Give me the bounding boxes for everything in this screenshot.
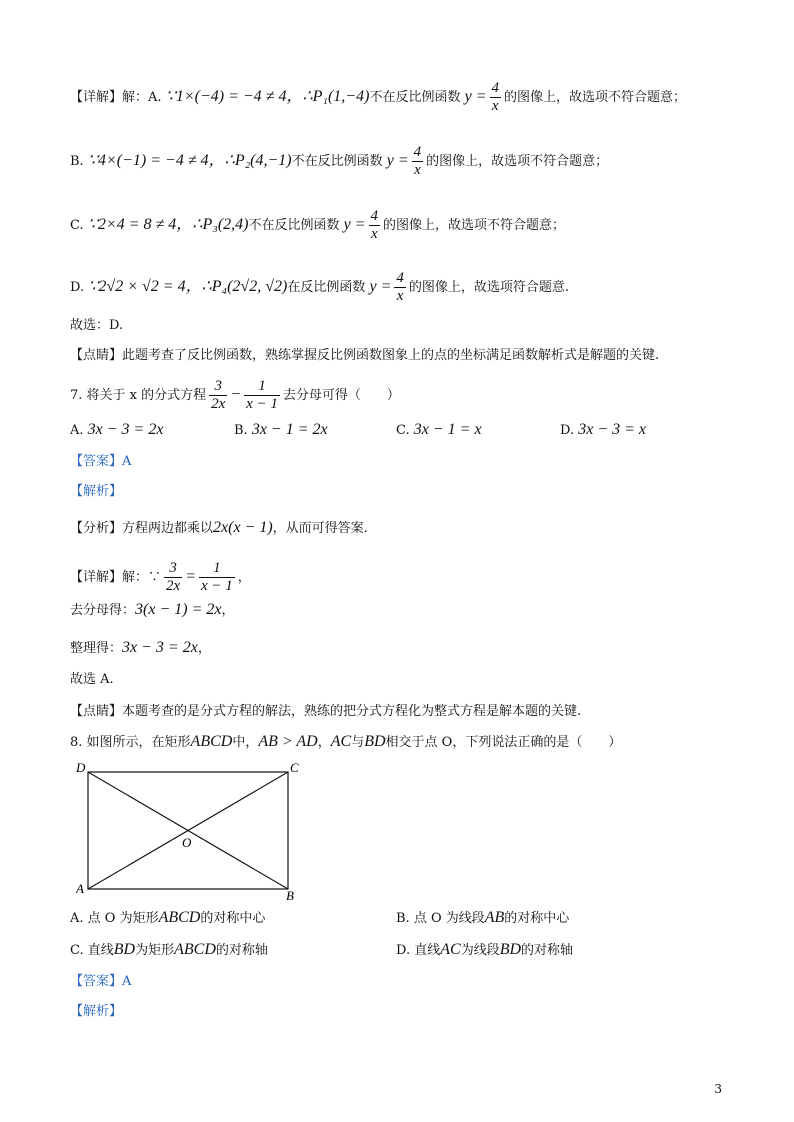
q6-b-tail: 的图像上，故选项不符合题意；	[426, 154, 609, 169]
rectangle-diagram	[76, 760, 306, 905]
q6-b-text: 不在反比例函数	[291, 154, 383, 169]
q6-a-prefix: 【详解】解：A.	[70, 90, 166, 105]
q6-b-math: ∵4×(−1) = −4 ≠ 4，∴P₂(4,−1)	[87, 152, 292, 169]
q6-d-text: 在反比例函数	[287, 280, 366, 295]
q7-step1: 去分母得：3(x − 1) = 2x，	[70, 601, 235, 618]
vertex-label-c: C	[290, 760, 299, 775]
q6-comment: 【点睛】此题考查了反比例函数，熟练掌握反比例函数图象上的点的坐标满足函数解析式是解题的关键.	[70, 348, 660, 363]
q7-choice: 故选 A.	[70, 672, 114, 687]
q6-d-math: ∵2√2 × √2 = 4，∴P₄(2√2, √2)	[88, 278, 288, 295]
q7-stem	[70, 378, 400, 413]
q8-option-a: A. 点 O 为矩形ABCD的对称中心	[70, 909, 266, 926]
func-y: y =	[464, 88, 487, 105]
q8-stem: 8. 如图所示，在矩形ABCD中，AB > AD，AC与BD相交于点 O，下列说法正确的是（ ）	[70, 733, 622, 750]
q6-b-prefix: B.	[70, 154, 88, 169]
q6-line-a	[70, 80, 686, 115]
q8-answer: 【答案】A	[70, 974, 132, 989]
q7-detail-fraction-1: $\frac{3}{2x}$	[166, 560, 181, 594]
func-fraction: $\frac{4}{x}$	[491, 80, 499, 114]
q6-choice: 故选：D.	[70, 318, 124, 333]
q6-c-prefix: C.	[70, 218, 88, 233]
q7-fraction-2: $\frac{1}{x - 1}$	[246, 378, 278, 412]
q7-option-a: A. 3x − 3 = 2x	[70, 421, 164, 438]
q7-minus: −	[230, 386, 242, 403]
q7-option-b: B. 3x − 1 = 2x	[234, 421, 328, 438]
func-fraction: $\frac{4}{x}$	[370, 208, 379, 242]
page-number: 3	[714, 1082, 722, 1096]
vertex-label-a: A	[76, 881, 84, 896]
q7-option-d: D. 3x − 3 = x	[560, 421, 647, 438]
q6-line-b	[70, 144, 608, 179]
q6-a-math: ∵1×(−4) = −4 ≠ 4，∴P₁(1,−4)	[165, 88, 370, 105]
q8-option-b: B. 点 O 为线段AB的对称中心	[396, 909, 570, 926]
func-fraction: $\frac{4}{x}$	[396, 270, 404, 304]
q7-fenxi-math: 2x(x − 1)	[213, 519, 273, 536]
q7-detail: 【详解】解：∵ $\frac{3}{2x}$ = $\frac{1}{x - 1}$ ，	[70, 560, 251, 594]
q6-line-c	[70, 208, 565, 243]
vertex-label-b: B	[286, 888, 294, 903]
q6-c-tail: 的图像上，故选项不符合题意；	[383, 218, 566, 233]
q7-stem-b: 去分母可得（ ）	[282, 388, 400, 403]
q7-stem-a: 7. 将关于 x 的分式方程	[70, 388, 207, 403]
q7-fraction-1: $\frac{3}{2x}$	[211, 378, 226, 412]
q7-option-c: C. 3x − 1 = x	[396, 421, 482, 438]
q8-analysis-heading: 【解析】	[70, 1004, 123, 1019]
q6-a-tail: 的图像上，故选项不符合题意；	[504, 90, 687, 105]
center-label-o: O	[182, 835, 192, 850]
q7-comment: 【点睛】本题考查的是分式方程的解法，熟练的把分式方程化为整式方程是解本题的关键.	[70, 704, 582, 719]
q6-c-text: 不在反比例函数	[248, 218, 340, 233]
q6-d-tail: 的图像上，故选项符合题意.	[408, 280, 570, 295]
func-y: y =	[343, 216, 366, 233]
q6-d-prefix: D.	[70, 280, 89, 295]
q8-option-d: D. 直线AC为线段BD的对称轴	[396, 941, 574, 958]
q7-answer: 【答案】A	[70, 454, 132, 469]
q6-a-text: 不在反比例函数	[369, 90, 461, 105]
q6-c-math: ∵2×4 = 8 ≠ 4，∴P₃(2,4)	[87, 216, 249, 233]
q7-detail-fraction-2: $\frac{1}{x - 1}$	[200, 560, 233, 594]
func-y: y =	[386, 152, 409, 169]
q7-fenxi: 【分析】方程两边都乘以2x(x − 1)，从而可得答案.	[70, 519, 368, 536]
q8-option-c: C. 直线BD为矩形ABCD的对称轴	[70, 941, 268, 958]
func-y: y =	[369, 278, 392, 295]
q7-step2: 整理得：3x − 3 = 2x，	[70, 639, 211, 656]
vertex-label-d: D	[76, 760, 86, 775]
q6-line-d	[70, 270, 569, 305]
q7-analysis-heading: 【解析】	[70, 484, 123, 499]
func-fraction: $\frac{4}{x}$	[413, 144, 422, 178]
